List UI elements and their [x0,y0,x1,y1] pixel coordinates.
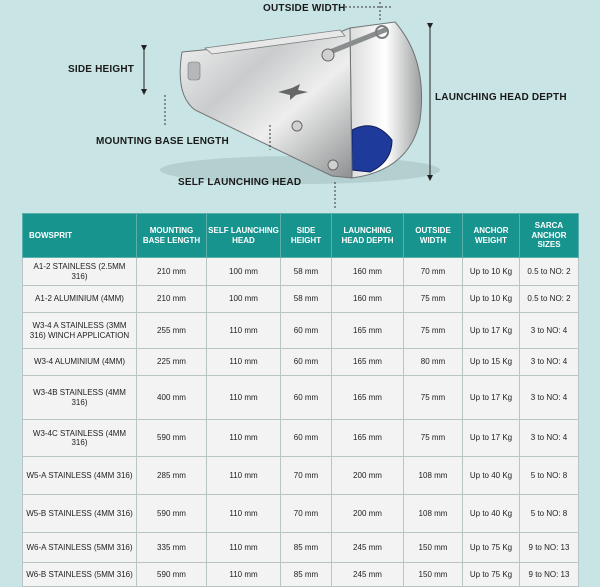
table-cell: 75 mm [404,376,463,420]
table-cell: 165 mm [332,313,404,349]
table-cell: 9 to NO: 13 [520,533,579,563]
table-cell: 58 mm [281,258,332,286]
table-cell: Up to 40 Kg [463,457,520,495]
table-cell: 70 mm [281,457,332,495]
table-cell: 160 mm [332,258,404,286]
table-cell: 3 to NO: 4 [520,349,579,376]
col-header-mounting-base-length: MOUNTING BASE LENGTH [137,214,207,258]
table-cell: 110 mm [207,495,281,533]
table-row [23,563,579,587]
table-cell: 75 mm [404,286,463,313]
table-cell: 110 mm [207,376,281,420]
table-cell: 75 mm [404,420,463,457]
col-header-bowsprit: BOWSPRIT [23,214,137,258]
table-cell: Up to 75 Kg [463,563,520,587]
col-header-anchor-weight: ANCHOR WEIGHT [463,214,520,258]
table-cell: 285 mm [137,457,207,495]
table-cell: 255 mm [137,313,207,349]
col-header-side-height: SIDE HEIGHT [281,214,332,258]
bolt-icon [328,160,338,170]
bowsprit-cell: A1-2 ALUMINIUM (4MM) [23,286,137,313]
table-row [23,258,579,286]
table-cell: Up to 10 Kg [463,286,520,313]
col-header-self-launching-head: SELF LAUNCHING HEAD [207,214,281,258]
bowsprit-cell: W6-B STAINLESS (5MM 316) [23,563,137,587]
table-cell: 100 mm [207,258,281,286]
bowsprit-cell: W3-4C STAINLESS (4MM 316) [23,420,137,457]
table-cell: 110 mm [207,420,281,457]
table-cell: Up to 17 Kg [463,376,520,420]
table-cell: 108 mm [404,457,463,495]
table-cell: 110 mm [207,313,281,349]
table-cell: 60 mm [281,313,332,349]
table-cell: 85 mm [281,563,332,587]
table-cell: 210 mm [137,258,207,286]
table-cell: 160 mm [332,286,404,313]
table-cell: 0.5 to NO: 2 [520,286,579,313]
table-cell: 400 mm [137,376,207,420]
table-cell: 3 to NO: 4 [520,376,579,420]
table-cell: 100 mm [207,286,281,313]
table-cell: 335 mm [137,533,207,563]
table-cell: Up to 15 Kg [463,349,520,376]
col-header-launching-head-depth: LAUNCHING HEAD DEPTH [332,214,404,258]
table-cell: 110 mm [207,563,281,587]
bolt-icon [292,121,302,131]
table-cell: 5 to NO: 8 [520,495,579,533]
table-cell: 60 mm [281,349,332,376]
table-row [23,286,579,313]
table-cell: 590 mm [137,563,207,587]
table-cell: 60 mm [281,376,332,420]
table-cell: 150 mm [404,533,463,563]
table-cell: 0.5 to NO: 2 [520,258,579,286]
table-cell: 210 mm [137,286,207,313]
mounting-base-length-label: MOUNTING BASE LENGTH [96,136,229,147]
table-cell: 165 mm [332,420,404,457]
table-row [23,495,579,533]
table-cell: 110 mm [207,457,281,495]
table-cell: 3 to NO: 4 [520,420,579,457]
outside-width-label: OUTSIDE WIDTH [263,3,346,14]
bowsprit-cell: W3-4B STAINLESS (4MM 316) [23,376,137,420]
table-cell: 165 mm [332,349,404,376]
table-cell: 225 mm [137,349,207,376]
table-cell: 70 mm [404,258,463,286]
launching-head-depth-label: LAUNCHING HEAD DEPTH [435,92,567,103]
bowsprit-cell: W6-A STAINLESS (5MM 316) [23,533,137,563]
table-row [23,313,579,349]
table-row [23,457,579,495]
table-cell: 165 mm [332,376,404,420]
bowsprit-cell: W3-4 ALUMINIUM (4MM) [23,349,137,376]
table-cell: 85 mm [281,533,332,563]
bolt-icon [322,49,334,61]
table-cell: 245 mm [332,563,404,587]
table-cell: 60 mm [281,420,332,457]
table-cell: Up to 10 Kg [463,258,520,286]
table-cell: Up to 40 Kg [463,495,520,533]
table-cell: 58 mm [281,286,332,313]
col-header-sarca-anchor-sizes: SARCA ANCHOR SIZES [520,214,579,258]
table-cell: 110 mm [207,349,281,376]
table-row [23,533,579,563]
table-cell: 80 mm [404,349,463,376]
side-height-label: SIDE HEIGHT [68,64,135,75]
self-launching-head-label: SELF LAUNCHING HEAD [178,177,302,188]
table-cell: 200 mm [332,457,404,495]
table-cell: 245 mm [332,533,404,563]
bowsprit-cell: W3-4 A STAINLESS (3MM 316) WINCH APPLICATION [23,313,137,349]
table-cell: Up to 75 Kg [463,533,520,563]
table-cell: 5 to NO: 8 [520,457,579,495]
table-cell: 590 mm [137,420,207,457]
table-cell: 150 mm [404,563,463,587]
brand-logo [188,62,200,80]
table-cell: 200 mm [332,495,404,533]
table-cell: 108 mm [404,495,463,533]
table-header-row [23,214,579,258]
table-row [23,349,579,376]
table-cell: 590 mm [137,495,207,533]
col-header-outside-width: OUTSIDE WIDTH [404,214,463,258]
table-cell: 110 mm [207,533,281,563]
bowsprit-cell: W5-A STAINLESS (4MM 316) [23,457,137,495]
table-row [23,420,579,457]
bowsprit-cell: A1-2 STAINLESS (2.5MM 316) [23,258,137,286]
bowsprit-cell: W5-B STAINLESS (4MM 316) [23,495,137,533]
spec-table [22,213,579,587]
table-cell: 3 to NO: 4 [520,313,579,349]
table-cell: Up to 17 Kg [463,313,520,349]
table-cell: 70 mm [281,495,332,533]
table-cell: Up to 17 Kg [463,420,520,457]
table-cell: 9 to NO: 13 [520,563,579,587]
table-row [23,376,579,420]
table-cell: 75 mm [404,313,463,349]
